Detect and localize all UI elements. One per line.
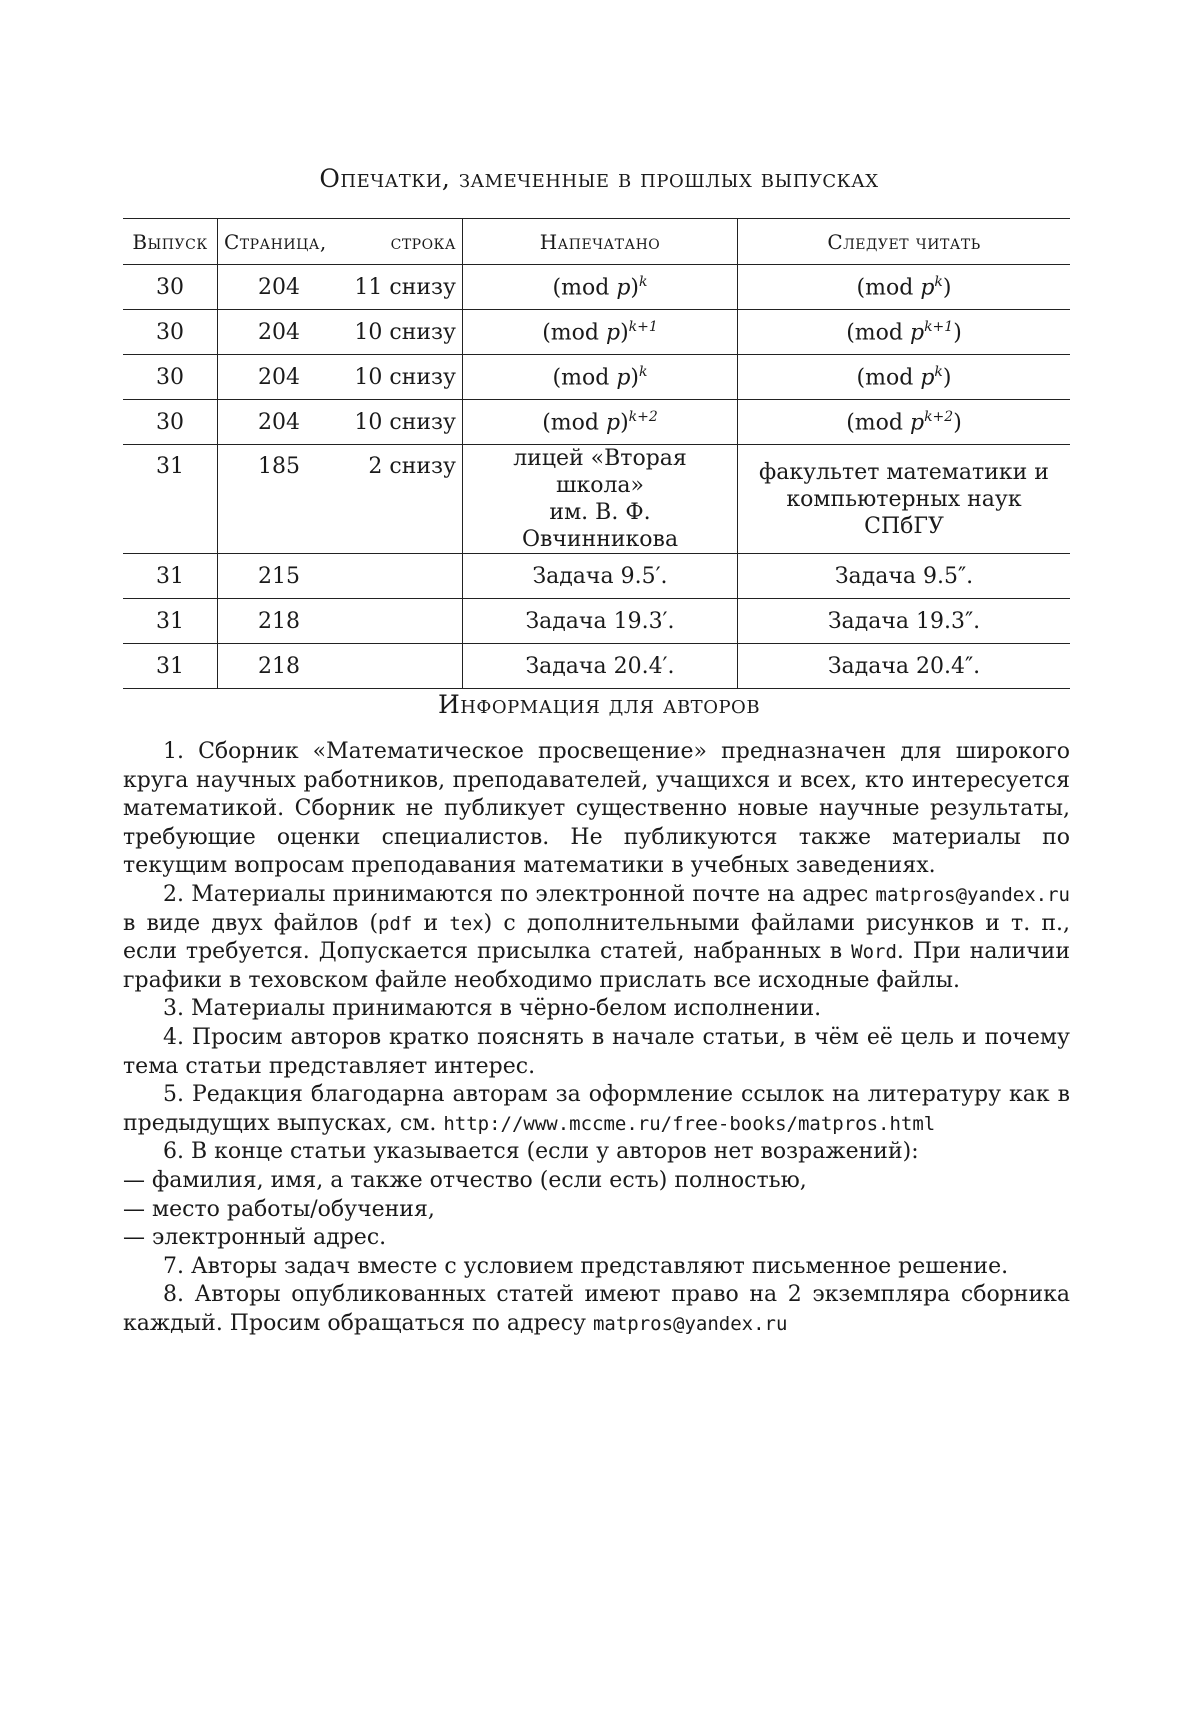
- cell-issue: 31: [123, 644, 218, 689]
- cell-page: 215: [218, 554, 341, 599]
- math-exponent: k+2: [628, 408, 658, 425]
- cell-line: 11 снизу: [340, 265, 463, 310]
- cell-issue: 31: [123, 445, 218, 554]
- header-printed: Напечатано: [463, 219, 738, 265]
- text-span: в виде двух файлов (: [123, 910, 379, 936]
- cell-line: [340, 599, 463, 644]
- math-mod: mod: [561, 275, 610, 301]
- list-item: — электронный адрес.: [123, 1225, 387, 1251]
- math-mod: mod: [561, 365, 610, 391]
- cell-line: 10 снизу: [340, 310, 463, 355]
- cell-printed: [463, 445, 738, 554]
- cell-printed-line1: лицей «Вторая школа»: [513, 446, 687, 498]
- math-exponent: k: [639, 363, 648, 380]
- table-row: [123, 599, 1070, 644]
- math-p: p: [909, 320, 925, 346]
- text-span: 5. Редакция благодарна авторам за оформление ссылок на литературу как в предыдущих выпусках, см.: [123, 1082, 1070, 1136]
- math-mod: mod: [550, 320, 599, 346]
- info-paragraph-8: [123, 1281, 1070, 1338]
- email-address[interactable]: matpros@yandex.ru: [875, 883, 1070, 906]
- cell-page: 204: [218, 310, 341, 355]
- cell-correct: (mod $p^k$): [738, 355, 1071, 400]
- math-p: p: [605, 410, 621, 436]
- cell-issue: 30: [123, 265, 218, 310]
- math-p: p: [616, 365, 631, 391]
- cell-printed: Задача 20.4′.: [463, 644, 738, 689]
- math-exponent: k: [639, 273, 648, 290]
- table-row: [123, 445, 1070, 554]
- cell-correct: Задача 20.4″.: [738, 644, 1071, 689]
- text-span: ) с дополнительными файлами рисунков и т. п., если требуется. Допускается присылка статей, набранных в: [123, 910, 1070, 965]
- table-row: [123, 400, 1070, 445]
- cell-printed: (mod p)$^{k+2}$: [463, 400, 738, 445]
- cell-printed: (mod p)$^{k+1}$: [463, 310, 738, 355]
- email-address[interactable]: matpros@yandex.ru: [592, 1312, 788, 1335]
- header-line: строка: [340, 219, 463, 265]
- info-paragraph-2: [123, 881, 1070, 995]
- header-issue: Выпуск: [123, 219, 218, 265]
- cell-printed: Задача 9.5′.: [463, 554, 738, 599]
- cell-correct: (mod $p^{k+1}$): [738, 310, 1071, 355]
- cell-issue: 31: [123, 599, 218, 644]
- cell-page: 204: [218, 400, 341, 445]
- table-row: [123, 265, 1070, 310]
- info-title: Информация для авторов: [437, 690, 761, 719]
- cell-printed-line2: им. В. Ф. Овчинникова: [521, 500, 679, 552]
- table-row: [123, 310, 1070, 355]
- cell-correct: Задача 19.3″.: [738, 599, 1071, 644]
- list-item: — фамилия, имя, а также отчество (если есть) полностью,: [123, 1167, 807, 1193]
- cell-line: [340, 554, 463, 599]
- cell-printed: (mod p)$^k$: [463, 265, 738, 310]
- cell-correct: [738, 445, 1071, 554]
- cell-issue: 31: [123, 554, 218, 599]
- info-body: [123, 738, 1070, 1338]
- math-mod: mod: [854, 320, 903, 346]
- cell-correct-line2: компьютерных наук СПбГУ: [786, 486, 1022, 539]
- table-row: [123, 355, 1070, 400]
- cell-line: 2 снизу: [340, 445, 463, 554]
- errata-header-row: [123, 219, 1070, 265]
- cell-correct-line1: факультет математики и: [759, 459, 1049, 485]
- math-mod: mod: [865, 275, 914, 301]
- header-page: Страница,: [218, 219, 341, 265]
- cell-issue: 30: [123, 355, 218, 400]
- math-mod: mod: [854, 410, 903, 436]
- table-row: [123, 644, 1070, 689]
- text-span: и: [412, 910, 450, 936]
- info-paragraph-3: 3. Материалы принимаются в чёрно-белом исполнении.: [163, 996, 822, 1022]
- website-link[interactable]: http://www.mccme.ru/free-books/matpros.html: [443, 1112, 936, 1135]
- info-paragraph-5: [123, 1081, 1070, 1138]
- errata-title: Опечатки, замеченные в прошлых выпусках: [319, 164, 879, 193]
- info-paragraph-4: 4. Просим авторов кратко пояснять в начале статьи, в чём её цель и почему тема статьи представляет интерес.: [123, 1024, 1070, 1079]
- cell-line: 10 снизу: [340, 355, 463, 400]
- file-format-tex: tex: [449, 912, 484, 935]
- math-mod: mod: [550, 410, 599, 436]
- math-exponent: k+2: [924, 408, 954, 425]
- info-paragraph-1: 1. Сборник «Математическое просвещение» предназначен для широкого круга научных работников, преподавателей, учащихся и всех, кто интересуется математикой. Сборник не публикует существенно новые научные результаты, требующие оценки специалистов. Не публикуются также материалы по текущим вопросам преподавания математики в учебных заведениях.: [123, 739, 1070, 879]
- cell-correct: (mod $p^{k+2}$): [738, 400, 1071, 445]
- math-p: p: [605, 320, 621, 346]
- header-correct: Следует читать: [738, 219, 1071, 265]
- file-format-word: Word: [851, 941, 897, 964]
- math-mod: mod: [865, 365, 914, 391]
- cell-line: 10 снизу: [340, 400, 463, 445]
- errata-table: [123, 218, 1070, 689]
- file-format-pdf: pdf: [378, 912, 413, 935]
- math-p: p: [920, 365, 935, 391]
- info-paragraph-7: 7. Авторы задач вместе с условием представляют письменное решение.: [163, 1253, 1009, 1279]
- info-paragraph-6: 6. В конце статьи указывается (если у авторов нет возражений):: [163, 1139, 919, 1165]
- cell-page: 204: [218, 265, 341, 310]
- table-row: [123, 554, 1070, 599]
- math-p: p: [920, 275, 935, 301]
- cell-page: 218: [218, 644, 341, 689]
- math-p: p: [616, 275, 631, 301]
- math-exponent: k+1: [628, 318, 658, 335]
- cell-printed: Задача 19.3′.: [463, 599, 738, 644]
- math-exponent: k: [934, 273, 943, 290]
- cell-page: 218: [218, 599, 341, 644]
- cell-correct: Задача 9.5″.: [738, 554, 1071, 599]
- math-exponent: k: [934, 363, 943, 380]
- math-p: p: [909, 410, 925, 436]
- cell-page: 204: [218, 355, 341, 400]
- cell-issue: 30: [123, 400, 218, 445]
- text-span: . При наличии графики в теховском файле необходимо прислать все исходные файлы.: [123, 939, 1071, 993]
- math-exponent: k+1: [924, 318, 954, 335]
- cell-printed: (mod p)$^k$: [463, 355, 738, 400]
- cell-page: 185: [218, 445, 341, 554]
- cell-line: [340, 644, 463, 689]
- text-span: 2. Материалы принимаются по электронной почте на адрес: [163, 881, 876, 907]
- list-item: — место работы/обучения,: [123, 1196, 435, 1222]
- cell-correct: (mod $p^k$): [738, 265, 1071, 310]
- cell-issue: 30: [123, 310, 218, 355]
- text-span: 8. Авторы опубликованных статей имеют право на 2 экземпляра сборника каждый. Просим обращаться по адресу: [123, 1282, 1070, 1336]
